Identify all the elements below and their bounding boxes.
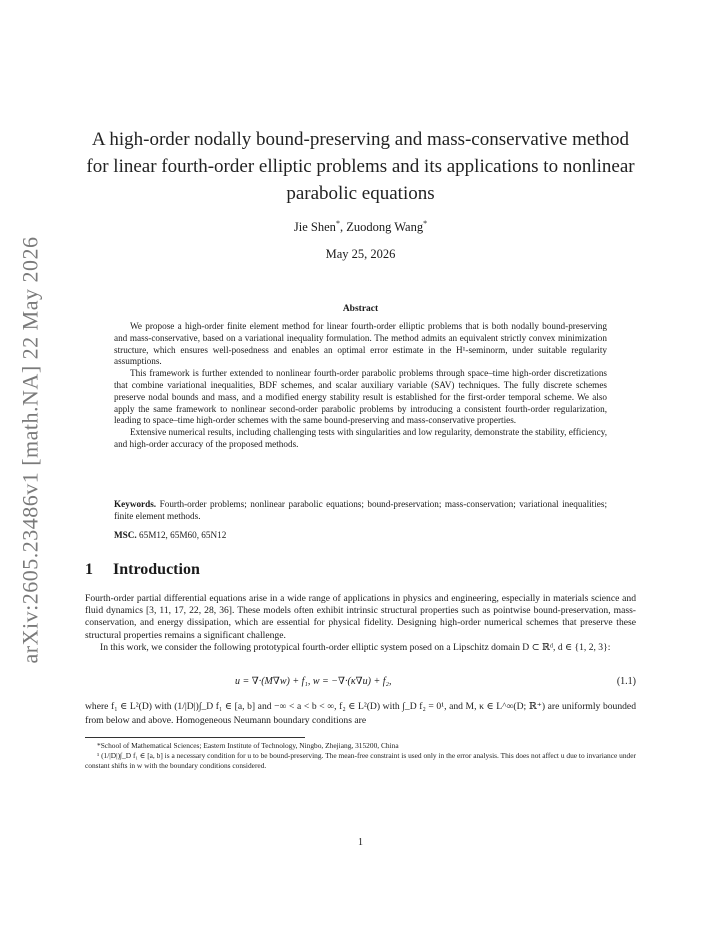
msc-codes — [114, 530, 607, 540]
abstract-paragraph: This framework is further extended to nonlinear fourth-order parabolic problems through space–time high-order discretizations that combine variational inequalities, BDF schemes, and scalar auxiliary variable (SAV) techniques. The fully discrete schemes preserve nodal bounds and mass, and a modified energy stability result is established for the first-order temporal scheme. We also apply the same framework to nonlinear second-order parabolic problems by introducing a consistent fourth-order regularization, leading to space–time high-order schemes with the same bound-preserving and mass-conservative properties. — [114, 368, 607, 426]
page-number: 1 — [358, 837, 363, 848]
author-name: Zuodong Wang — [346, 220, 424, 235]
author-name: Jie Shen — [293, 220, 336, 235]
equation-body: u = ∇·(M∇w) + f₁, w = −∇·(κ∇u) + f₂, — [235, 676, 392, 687]
author-separator: , — [339, 220, 347, 235]
footnote: *School of Mathematical Sciences; Eastern Institute of Technology, Ningbo, Zhejiang, 315200, China — [97, 741, 399, 750]
paper-title: A high-order nodally bound-preserving and mass-conservative method for linear fourth-order elliptic problems and its applications to nonlinear parabolic equations — [86, 129, 635, 204]
equation-number: (1.1) — [616, 676, 636, 687]
msc-text: 65M12, 65M60, 65N12 — [139, 530, 227, 540]
affiliation-mark: * — [335, 219, 340, 228]
affiliation-mark: * — [423, 219, 428, 228]
msc-label: MSC. — [114, 530, 137, 540]
post-equation-text: where f₁ ∈ L²(D) with (1/|D|)∫_D f₁ ∈ [a, b] and −∞ < a < b < ∞, f₂ ∈ L²(D) with ∫_D f₂ = 0¹, and M, κ ∈ L^∞(D; ℝ⁺) are uniformly bounded from below and above. Homogeneous Neumann boundary conditions are — [85, 701, 636, 726]
keywords — [114, 498, 607, 522]
intro-paragraph: In this work, we consider the following prototypical fourth-order elliptic system posed on a Lipschitz domain D ⊂ ℝᵈ, d ∈ {1, 2, 3}: — [100, 641, 611, 653]
abstract-paragraph: Extensive numerical results, including challenging tests with singularities and low regularity, demonstrate the stability, efficiency, and high-order accuracy of the proposed methods. — [114, 427, 607, 449]
section-title: Introduction — [113, 561, 200, 578]
keywords-text: Fourth-order problems; nonlinear parabolic equations; bound-preservation; mass-conservation; variational inequalities; finite element methods. — [114, 499, 607, 521]
paper-date: May 25, 2026 — [325, 247, 396, 261]
abstract-paragraph: We propose a high-order finite element method for linear fourth-order elliptic problems that is both nodally bound-preserving and mass-conservative, based on a variational inequality formulation. The method admits an equivalent strictly convex minimization structure, which ensures well-posedness and enables an optimal error estimate in the H¹-seminorm, under suitable regularity assumptions. — [114, 321, 607, 367]
arxiv-stamp — [10, 236, 50, 664]
arxiv-stamp-text: arXiv:2605.23486v1 [math.NA] 22 May 2026 — [17, 236, 43, 664]
footnote-divider — [85, 737, 305, 738]
author-line — [85, 219, 636, 235]
abstract-body — [114, 321, 607, 451]
section-number: 1 — [85, 561, 93, 578]
abstract-heading: Abstract — [342, 304, 379, 314]
footnote: ¹ (1/|D|)∫_D f₁ ∈ [a, b] is a necessary condition for u to be bound-preserving. The mean-free constraint is used only in the error analysis. This does not affect u due to invariance under constant shifts in w with the boundary conditions considered. — [85, 751, 636, 770]
intro-paragraph: Fourth-order partial differential equations arise in a wide range of applications in physics and engineering, especially in materials science and fluid dynamics [3, 11, 17, 22, 28, 36]. These models often exhibit intrinsic structural properties such as pointwise bound-preservation, mass-conservation, and energy dissipation, which are essential for physical fidelity. Designing high-order numerical schemes that preserve these structural properties remains a significant challenge. — [85, 593, 636, 641]
keywords-label: Keywords. — [114, 499, 157, 509]
footnotes — [85, 741, 636, 771]
intro-body — [85, 593, 636, 654]
section-heading — [85, 561, 200, 579]
